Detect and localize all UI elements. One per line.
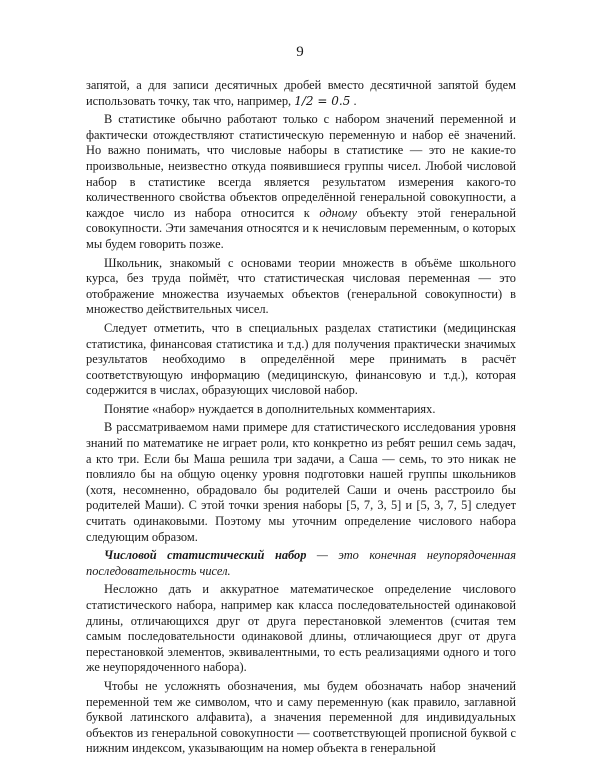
definition-paragraph bbox=[86, 548, 516, 579]
paragraph-2 bbox=[86, 112, 516, 252]
paragraph-4: Следует отметить, что в специальных разделах статистики (медицинская статистика, финансовая статистика и т.д.) для получения практически значимых результатов необходимо в определённой мере принимать в расчёт соответствующую информацию (медицинскую, финансовую и т.д.), которая содержится в числах, образующих числовой набор. bbox=[86, 320, 516, 398]
paragraph-1 bbox=[86, 78, 516, 109]
paragraph-2-text-before: В статистике обычно работают только с набором значений переменной и фактически отождествляют статистическую переменную и набор её значений. Но важно понимать, что числовые наборы в статистике — это не какие-то произвольные, неизвестно откуда появившиеся группы чисел. Любой числовой набор в статистике всегда является результатом измерения какого-то количественного свойства объектов определённой генеральной совокупности, а каждое число из набора относится к bbox=[86, 112, 516, 220]
definition-body: — это конечная неупорядоченная последовательность чисел. bbox=[86, 548, 516, 578]
paragraph-1-text-after: . bbox=[350, 93, 357, 108]
paragraph-5: Понятие «набор» нуждается в дополнительных комментариях. bbox=[104, 401, 436, 416]
paragraph-8: Несложно дать и аккуратное математическое определение числового статистического набора, например как класса последовательностей одинаковой длины, отличающихся друг от друга перестановкой элементов (считая тем самым последовательности одинаковой длины, отличающиеся друг от друга перестановкой элементов, эквивалентными, то есть реализациями одного и того же неупорядоченного набора). bbox=[86, 582, 516, 675]
math-inline-fraction: 1/2 = 0.5 bbox=[294, 93, 351, 108]
paragraph-1-text-before: запятой, а для записи десятичных дробей вместо десятичной запятой будем использовать точку, так что, например, bbox=[86, 78, 516, 108]
body-text bbox=[86, 78, 516, 760]
definition-term: Числовой статистический набор bbox=[104, 548, 307, 563]
paragraph-2-emphasis: одному bbox=[319, 205, 357, 220]
paragraph-2-text-after: объекту этой генеральной совокупности. Эти замечания относятся и к нечисловым переменным, о которых мы будем говорить позже. bbox=[86, 205, 517, 251]
paragraph-9: Чтобы не усложнять обозначения, мы будем обозначать набор значений переменной тем же символом, что и саму переменную (как правило, заглавной буквой латинского алфавита), а значения переменной для индивидуальных объектов из генеральной совокупности — соответствующей прописной буквой с нижним индексом, указывающим на номер объекта в генеральной bbox=[86, 678, 516, 756]
page-number: 9 bbox=[296, 44, 304, 60]
paragraph-3: Школьник, знакомый с основами теории множеств в объёме школьного курса, без труда поймёт, что статистическая числовая переменная — это отображение множества изучаемых объектов (генеральной совокупности) в множество действительных чисел. bbox=[86, 255, 516, 317]
paragraph-6: В рассматриваемом нами примере для статистического исследования уровня знаний по математике не играет роли, кто конкретно из ребят решил семь задач, а кто три. Если бы Маша решила три задачи, а Саша — семь, то это никак не повлияло бы на общую оценку уровня подготовки нашей группы школьников (хотя, несомненно, обрадовало бы родителей Саши и очень расстроило бы родителей Маши). С этой точки зрения наборы [5, 7, 3, 5] и [5, 3, 7, 5] следует считать одинаковыми. Поэтому мы уточним определение числового набора следующим образом. bbox=[86, 420, 516, 544]
